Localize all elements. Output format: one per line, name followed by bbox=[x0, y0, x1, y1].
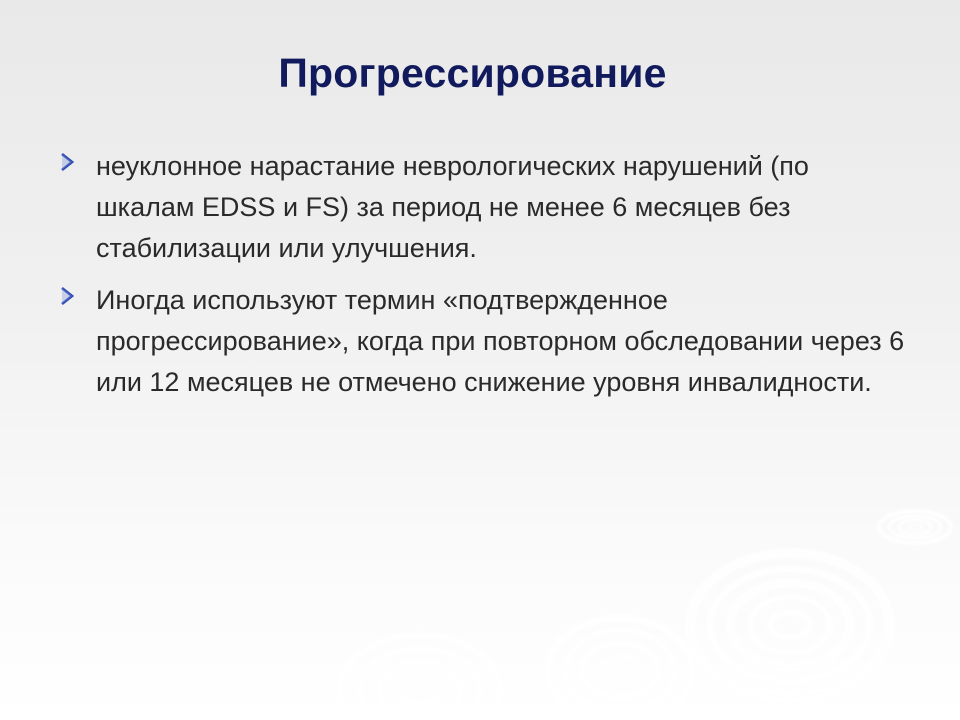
arrow-bullet-icon bbox=[60, 152, 74, 172]
bullet-item bbox=[60, 146, 910, 269]
arrow-bullet-icon bbox=[60, 286, 74, 306]
bullet-item bbox=[60, 280, 910, 403]
slide-title: Прогрессирование bbox=[278, 50, 667, 96]
bullet-text: Иногда используют термин «подтвержденное прогрессирование», когда при повторном обследовании через 6 или 12 месяцев не отмечено снижение уровня инвалидности. bbox=[96, 285, 905, 397]
bullet-text: неуклонное нарастание неврологических нарушений (по шкалам EDSS и FS) за период не менее 6 месяцев без стабилизации или улучшения. bbox=[96, 151, 809, 263]
bullet-list bbox=[60, 146, 910, 414]
